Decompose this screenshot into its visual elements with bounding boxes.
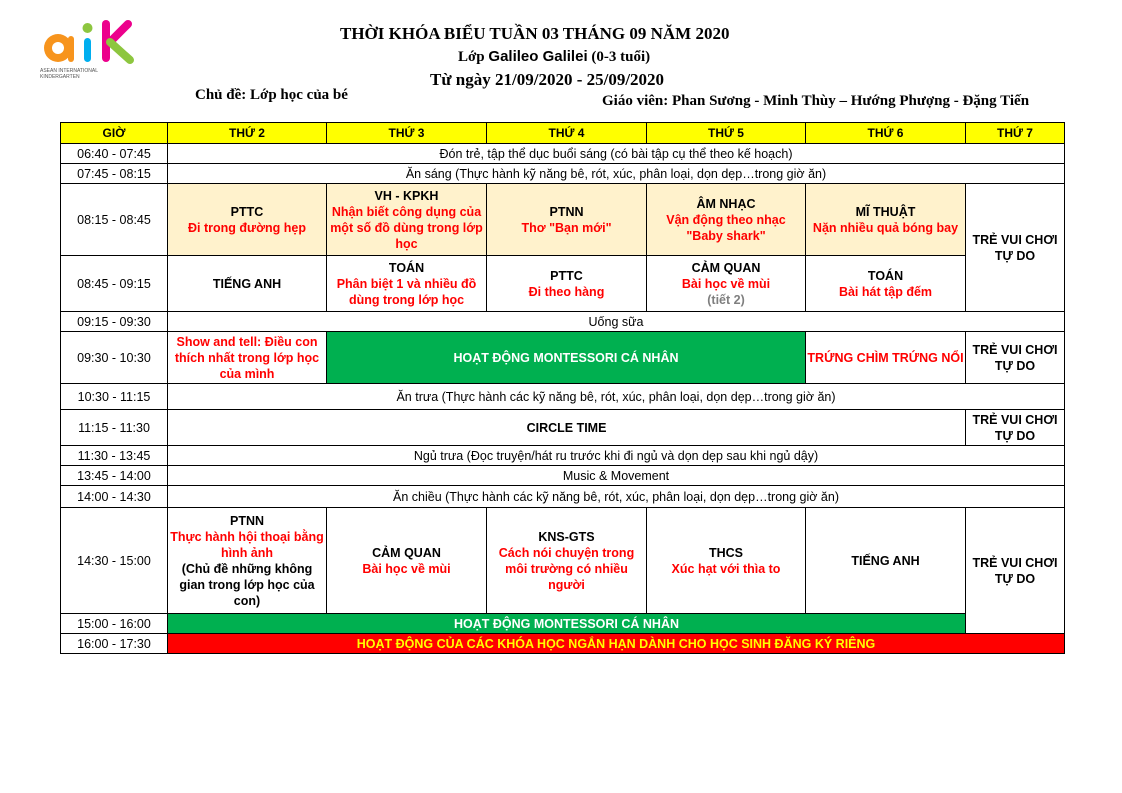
lesson-subject: TIẾNG ANH: [851, 553, 920, 568]
lesson-subject: TOÁN: [388, 260, 425, 275]
extra-courses-cell: HOẠT ĐỘNG CỦA CÁC KHÓA HỌC NGẮN HẠN DÀNH CHO HỌC SINH ĐĂNG KÝ RIÊNG: [168, 634, 1065, 654]
lesson-detail: Xúc hạt với thìa to: [671, 561, 781, 576]
lesson-cell: [487, 184, 647, 256]
lesson-subject: CẢM QUAN: [691, 260, 761, 275]
lesson-subject: ÂM NHẠC: [696, 196, 756, 211]
saturday-free-cell: TRẺ VUI CHƠI TỰ DO: [966, 332, 1065, 384]
lesson-cell: [168, 256, 327, 312]
table-row: [61, 184, 1065, 256]
lesson-detail: Bài học về mùi: [362, 561, 451, 576]
lesson-subject: TIẾNG ANH: [212, 276, 282, 291]
show-and-tell-cell: Show and tell: Điều con thích nhất trong lớp học của mình: [168, 332, 327, 384]
lesson-cell: [327, 256, 487, 312]
lesson-subject: MĨ THUẬT: [855, 204, 916, 219]
col-sat: THỨ 7: [966, 123, 1065, 144]
school-logo: [38, 12, 142, 82]
class-age: (0-3 tuổi): [587, 49, 651, 65]
lesson-cell: [806, 184, 966, 256]
lesson-detail: Vận động theo nhạc "Baby shark": [666, 212, 786, 243]
table-row: [61, 486, 1065, 508]
time-cell: 09:15 - 09:30: [61, 312, 168, 332]
schedule-title: THỜI KHÓA BIỂU TUẦN 03 THÁNG 09 NĂM 2020: [340, 24, 730, 43]
class-name-text: Galileo Galilei: [488, 48, 588, 65]
activity-cell: Ăn trưa (Thực hành các kỹ năng bê, rót, xúc, phân loại, dọn dẹp…trong giờ ăn): [168, 384, 1065, 410]
lesson-cell: [168, 184, 327, 256]
time-cell: 13:45 - 14:00: [61, 466, 168, 486]
activity-cell: Ăn chiều (Thực hành các kỹ năng bê, rót, xúc, phân loại, dọn dẹp…trong giờ ăn): [168, 486, 1065, 508]
activity-cell: Ngủ trưa (Đọc truyện/hát ru trước khi đi ngủ và dọn dẹp sau khi ngủ dậy): [168, 446, 1065, 466]
lesson-cell: [647, 184, 806, 256]
date-range: Từ ngày 21/09/2020 - 25/09/2020: [430, 70, 665, 89]
table-row: [61, 466, 1065, 486]
lesson-note: (Chủ đề những không gian trong lớp học của con): [179, 561, 315, 608]
table-row: [61, 332, 1065, 384]
time-cell: 16:00 - 17:30: [61, 634, 168, 654]
time-cell: 07:45 - 08:15: [61, 164, 168, 184]
saturday-free-cell: TRẺ VUI CHƠI TỰ DO: [966, 184, 1065, 312]
time-cell: 06:40 - 07:45: [61, 144, 168, 164]
topic: Chủ đề: Lớp học của bé: [195, 87, 348, 103]
lesson-cell: [327, 184, 487, 256]
lesson-cell: [487, 256, 647, 312]
montessori-cell: HOẠT ĐỘNG MONTESSORI CÁ NHÂN: [168, 614, 966, 634]
montessori-cell: HOẠT ĐỘNG MONTESSORI CÁ NHÂN: [327, 332, 806, 384]
lesson-cell: [806, 508, 966, 614]
table-row: [61, 446, 1065, 466]
time-cell: 08:15 - 08:45: [61, 184, 168, 256]
svg-text:KINDERGARTEN: KINDERGARTEN: [40, 74, 80, 80]
svg-text:ASEAN INTERNATIONAL: ASEAN INTERNATIONAL: [40, 68, 98, 74]
col-fri: THỨ 6: [806, 123, 966, 144]
lesson-detail: Bài hát tập đếm: [838, 284, 933, 299]
col-time: GIỜ: [61, 123, 168, 144]
table-row: [61, 256, 1065, 312]
lesson-cell: [647, 508, 806, 614]
time-cell: 09:30 - 10:30: [61, 332, 168, 384]
table-row: [61, 508, 1065, 614]
teachers: Giáo viên: Phan Sương - Minh Thùy – Hướng Phượng - Đặng Tiến: [602, 93, 1030, 109]
table-row: [61, 410, 1065, 446]
lesson-cell: [487, 508, 647, 614]
time-cell: 11:15 - 11:30: [61, 410, 168, 446]
lesson-detail: Đi trong đường hẹp: [188, 220, 306, 235]
lesson-cell: [327, 508, 487, 614]
timetable: [60, 122, 1065, 654]
circle-time-cell: CIRCLE TIME: [168, 410, 966, 446]
lesson-detail: Đi theo hàng: [528, 284, 605, 299]
lesson-subject: PTTC: [230, 204, 264, 219]
lesson-subject: TOÁN: [867, 268, 904, 283]
activity-cell: Music & Movement: [168, 466, 1065, 486]
time-cell: 15:00 - 16:00: [61, 614, 168, 634]
lesson-detail: Cách nói chuyện trong môi trường có nhiều người: [498, 545, 635, 592]
table-row: [61, 384, 1065, 410]
time-cell: 11:30 - 13:45: [61, 446, 168, 466]
activity-cell: Ăn sáng (Thực hành kỹ năng bê, rót, xúc, phân loại, dọn dẹp…trong giờ ăn): [168, 164, 1065, 184]
lesson-subject: VH - KPKH: [374, 188, 439, 203]
lesson-detail: Phân biệt 1 và nhiều đồ dùng trong lớp học: [336, 276, 477, 307]
time-cell: 14:00 - 14:30: [61, 486, 168, 508]
lesson-subject: PTNN: [229, 513, 265, 528]
lesson-cell: [806, 256, 966, 312]
col-mon: THỨ 2: [168, 123, 327, 144]
lesson-cell: [168, 508, 327, 614]
lesson-detail: Thơ "Bạn mới": [521, 220, 612, 235]
saturday-free-cell: TRẺ VUI CHƠI TỰ DO: [966, 410, 1065, 446]
table-row: [61, 144, 1065, 164]
header-row: [61, 123, 1065, 144]
class-name: [458, 48, 650, 66]
lesson-subject: CẢM QUAN: [372, 545, 441, 560]
lesson-subject: PTTC: [550, 268, 583, 283]
lesson-subject: KNS-GTS: [538, 529, 595, 544]
col-wed: THỨ 4: [487, 123, 647, 144]
time-cell: 10:30 - 11:15: [61, 384, 168, 410]
table-row: [61, 614, 1065, 634]
lesson-detail: Bài học về mùi: [681, 276, 771, 291]
time-cell: 08:45 - 09:15: [61, 256, 168, 312]
col-thu: THỨ 5: [647, 123, 806, 144]
lesson-subject: THCS: [708, 545, 744, 560]
activity-cell: Đón trẻ, tập thể dục buổi sáng (có bài tập cụ thể theo kế hoạch): [168, 144, 1065, 164]
lesson-subject: PTNN: [549, 204, 584, 219]
table-row: [61, 312, 1065, 332]
time-cell: 14:30 - 15:00: [61, 508, 168, 614]
lesson-detail: Nặn nhiều quả bóng bay: [812, 220, 959, 235]
class-prefix: Lớp: [458, 49, 489, 65]
table-row: [61, 164, 1065, 184]
activity-cell: Uống sữa: [168, 312, 1065, 332]
saturday-free-cell: TRẺ VUI CHƠI TỰ DO: [966, 508, 1065, 634]
lesson-detail: Nhận biết công dụng của một số đồ dùng trong lớp học: [330, 204, 483, 251]
lesson-detail: Thực hành hội thoại bằng hình ảnh: [170, 529, 324, 560]
col-tue: THỨ 3: [327, 123, 487, 144]
table-row: [61, 634, 1065, 654]
lesson-note: (tiết 2): [707, 292, 745, 307]
lesson-cell: [647, 256, 806, 312]
lesson-cell: TRỨNG CHÌM TRỨNG NỔI: [806, 332, 966, 384]
